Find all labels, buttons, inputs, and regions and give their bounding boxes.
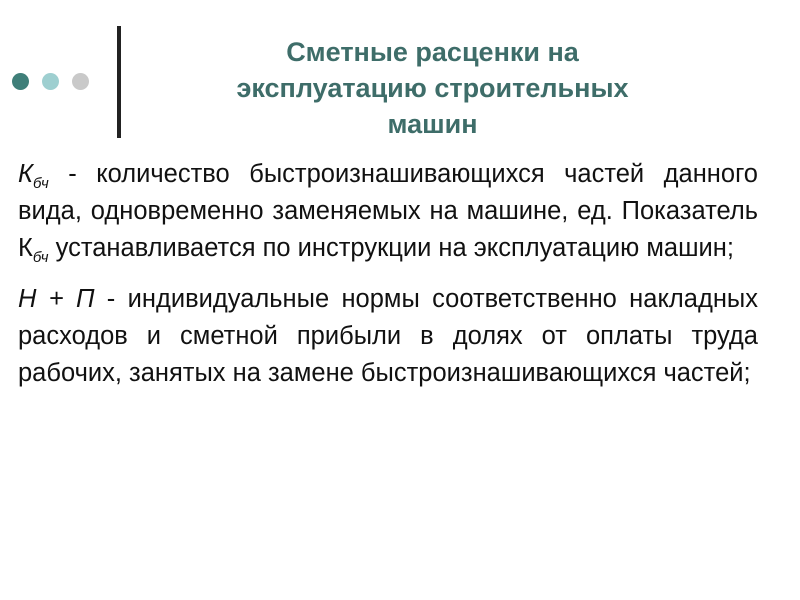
slide-body [18, 156, 758, 392]
decorative-dots [12, 73, 112, 93]
symbol-k-inline: К [18, 234, 33, 262]
definition-n-p [18, 281, 758, 392]
symbol-n-plus-p: Н + П [18, 285, 95, 313]
title-line-2: эксплуатацию строительных [236, 73, 629, 103]
title-line-1: Сметные расценки на [286, 37, 579, 67]
slide-title [150, 34, 715, 142]
dot-dark-teal [12, 73, 29, 90]
symbol-k-subscript: бч [33, 175, 49, 193]
title-line-3: машин [387, 109, 478, 139]
definition-text-1: количество быстроизнашивающихся частей данного вида, одновременно заменяемых на машине, ед. Показатель [18, 160, 758, 225]
definition-text-3: индивидуальные нормы соответственно накладных расходов и сметной прибыли в долях от оплаты труда рабочих, занятых на замене быстроизнашивающихся частей; [18, 285, 758, 387]
definition-text-2: устанавливается по инструкции на эксплуатацию машин; [48, 234, 734, 262]
dot-gray [72, 73, 89, 90]
definition-dash-2: - [94, 285, 128, 313]
dot-light-teal [42, 73, 59, 90]
definition-kbch [18, 156, 758, 267]
symbol-k: К [18, 160, 34, 188]
title-divider [117, 26, 121, 138]
definition-dash: - [48, 160, 97, 188]
symbol-k-inline-subscript: бч [32, 249, 49, 267]
